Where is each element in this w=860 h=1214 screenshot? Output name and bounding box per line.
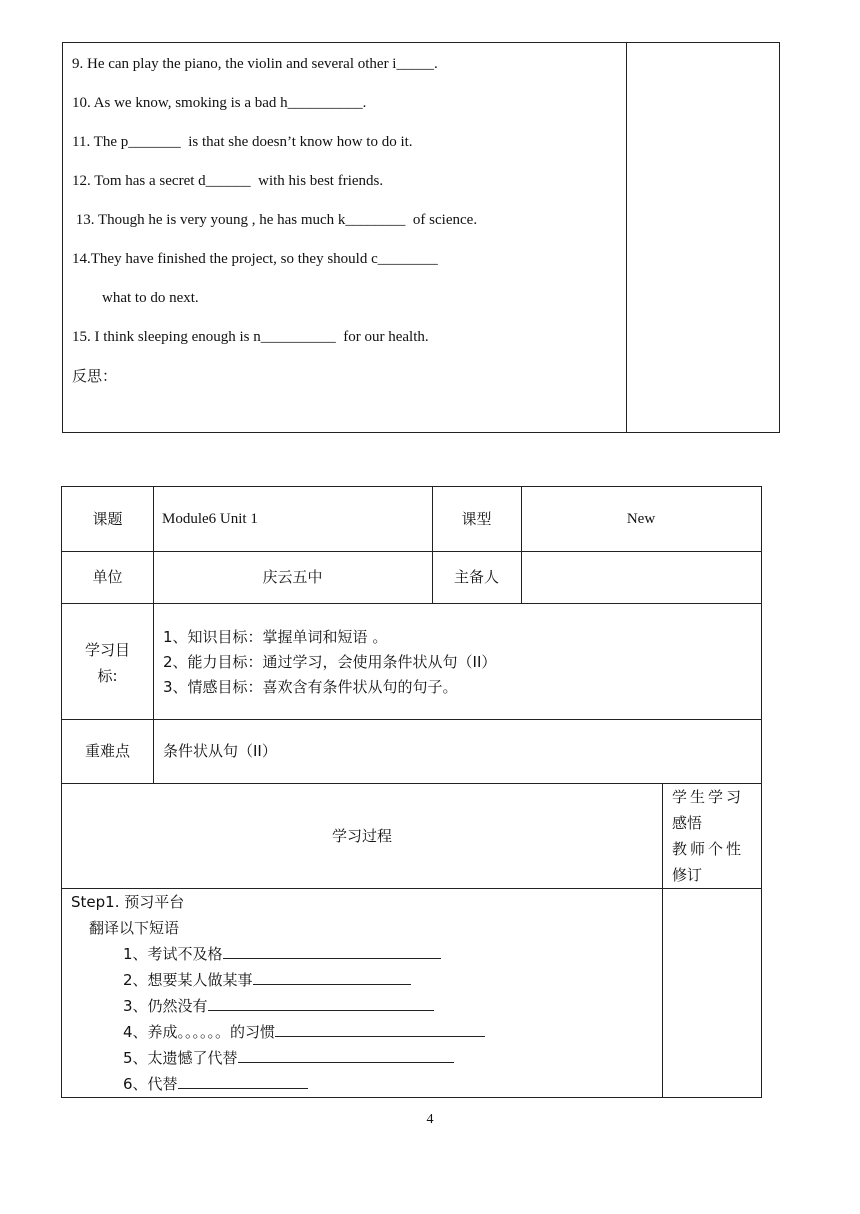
topic-label: 课题 [92,510,123,528]
objectives-label [62,637,153,689]
row-divider [62,603,761,604]
row-divider [62,719,761,720]
answer-blank [238,1046,454,1063]
phrase-item [123,1071,308,1097]
phrase-item [123,1019,485,1045]
answer-blank [223,942,441,959]
phrase-text: 4、养成。。。。。。的习惯 [123,1023,276,1041]
phrase-text: 6、代替 [123,1075,178,1093]
step1-subtitle: 翻译以下短语 [89,919,180,937]
column-divider [662,783,663,1097]
unit-value: 庆云五中 [262,568,323,586]
phrase-item [123,993,434,1019]
phrase-text: 3、仍然没有 [123,997,208,1015]
objectives-label-line-2: 标: [97,667,118,685]
exercise-item-11: 11. The p_______ is that she doesn’t know how to do it. [72,134,413,150]
row-divider [62,783,761,784]
row-divider [62,551,761,552]
phrase-text: 5、太遗憾了代替 [123,1049,238,1067]
lesson-plan-table [61,486,762,1098]
phrase-item [123,941,441,967]
topic-value: Module6 Unit 1 [162,511,258,527]
side-label-student: 学生学习 [672,788,745,806]
reflection-label: 反思： [72,367,118,385]
exercise-item-13: 13. Though he is very young , he has much k________ of science. [72,212,478,228]
phrase-text: 2、想要某人做某事 [123,971,253,989]
phrase-item [123,1045,454,1071]
exercise-item-14: 14.They have finished the project, so they should c________ [72,251,438,267]
phrase-text: 1、考试不及格 [123,945,223,963]
objective-knowledge: 1、知识目标：掌握单词和短语 。 [163,628,388,646]
answer-blank [208,994,434,1011]
step1-title: Step1. 预习平台 [71,893,185,911]
answer-blank [253,968,411,985]
column-divider [521,487,522,603]
exercise-item-15: 15. I think sleeping enough is n__________ for our health. [72,329,429,345]
answer-blank [178,1072,308,1089]
exercise-table [62,42,780,433]
column-divider [153,487,154,783]
objective-emotion: 3、情感目标：喜欢含有条件状从句的句子。 [163,678,458,696]
preparer-label: 主备人 [453,568,499,586]
page-number: 4 [426,1112,434,1127]
lesson-type-value: New [626,511,656,527]
exercise-item-10: 10. As we know, smoking is a bad h__________. [72,95,367,111]
unit-label: 单位 [92,568,123,586]
exercise-table-divider [626,43,627,432]
phrase-item [123,967,411,993]
objective-ability: 2、能力目标：通过学习，会使用条件状从句（II） [163,653,497,671]
objectives-label-line-1: 学习目 [84,641,130,659]
exercise-item-14-continued: what to do next. [72,290,199,306]
lesson-type-label: 课型 [461,510,492,528]
process-label: 学习过程 [331,827,392,845]
exercise-item-9: 9. He can play the piano, the violin and several other i_____. [72,56,438,72]
side-label-revision: 修订 [672,866,703,884]
exercise-item-12: 12. Tom has a secret d______ with his best friends. [72,173,384,189]
side-label-teacher: 教师个性 [672,840,745,858]
key-points-label: 重难点 [84,742,130,760]
key-points-value: 条件状从句（II） [163,742,277,760]
side-label-insight: 感悟 [672,814,703,832]
answer-blank [275,1020,485,1037]
